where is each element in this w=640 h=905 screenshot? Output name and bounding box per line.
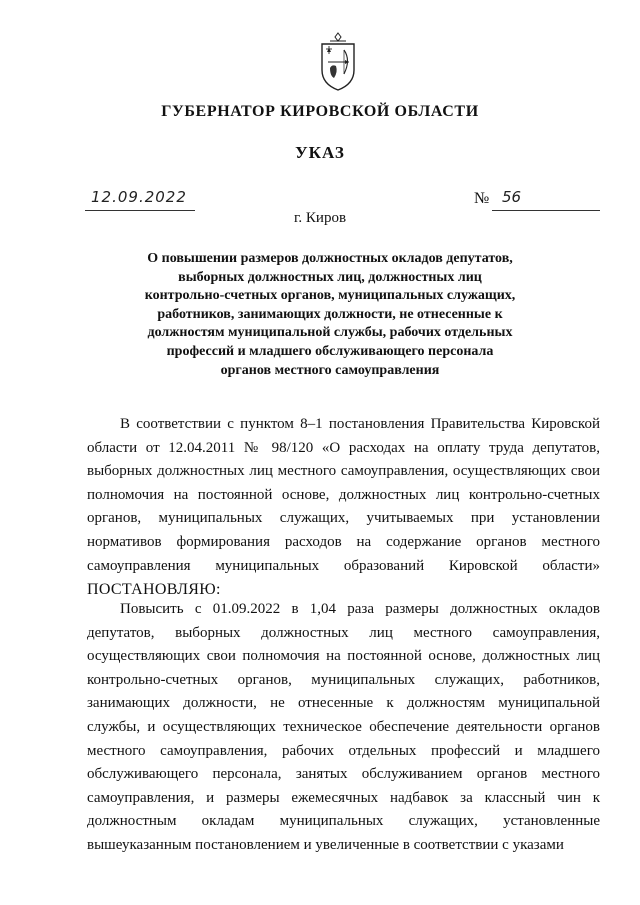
city: г. Киров [293,210,347,226]
document-title: О повышении размеров должностных окладов депутатов, выборных должностных лиц, должностных лиц контрольно-счетных органов, муниципальных служащих, работников, занимающих должности, не отнесенные к должностям муниципальной службы, рабочих отдельных профессий и младшего обслуживающего персонала органов местного самоуправления [144,251,516,378]
preamble-text: В соответствии с пунктом 8–1 постановления Правительства Кировской области от 12.04.2011 № 98/120 «О расходах на оплату труда депутатов, выборных должностных лиц местного самоуправления, осуществляющих свои полномочия на постоянной основе, должностных лиц контрольно-счетных органов, муниципальных служащих, учитываемых при установлении нормативов формирования расходов на содержание органов местного самоуправления муниципальных образований Кировской области» [87,416,600,574]
operative-paragraph: Повысить с 01.09.2022 в 1,04 раза размеры должностных окладов депутатов, выборных должностных лиц местного самоуправления, осуществляющих свои полномочия на постоянной основе, должностных лиц контрольно-счетных органов, муниципальных служащих, работников, занимающих должности, не отнесенные к должностям муниципальной службы, и осуществляющих техническое обеспечение деятельности органов местного самоуправления, рабочих отдельных профессий и младшего обслуживающего персонала, занятых обслуживанием органов местного самоуправления, и размеры ежемесячных надбавок за классный чин к должностным окладам муниципальных служащих, установленные вышеуказанным постановлением и увеличенные в соответствии с указами [87,601,600,853]
document-number: 56 [502,188,522,206]
date-field [85,190,195,211]
document-type: УКАЗ [295,143,345,162]
document-date: 12.09.2022 [91,188,187,206]
number-label: № [474,190,490,207]
preamble-paragraph [87,413,600,603]
decree-word: ПОСТАНОВЛЯЮ: [87,581,221,599]
coat-of-arms-icon [318,32,358,92]
issuing-authority: ГУБЕРНАТОР КИРОВСКОЙ ОБЛАСТИ [161,103,479,120]
number-field [492,190,600,211]
